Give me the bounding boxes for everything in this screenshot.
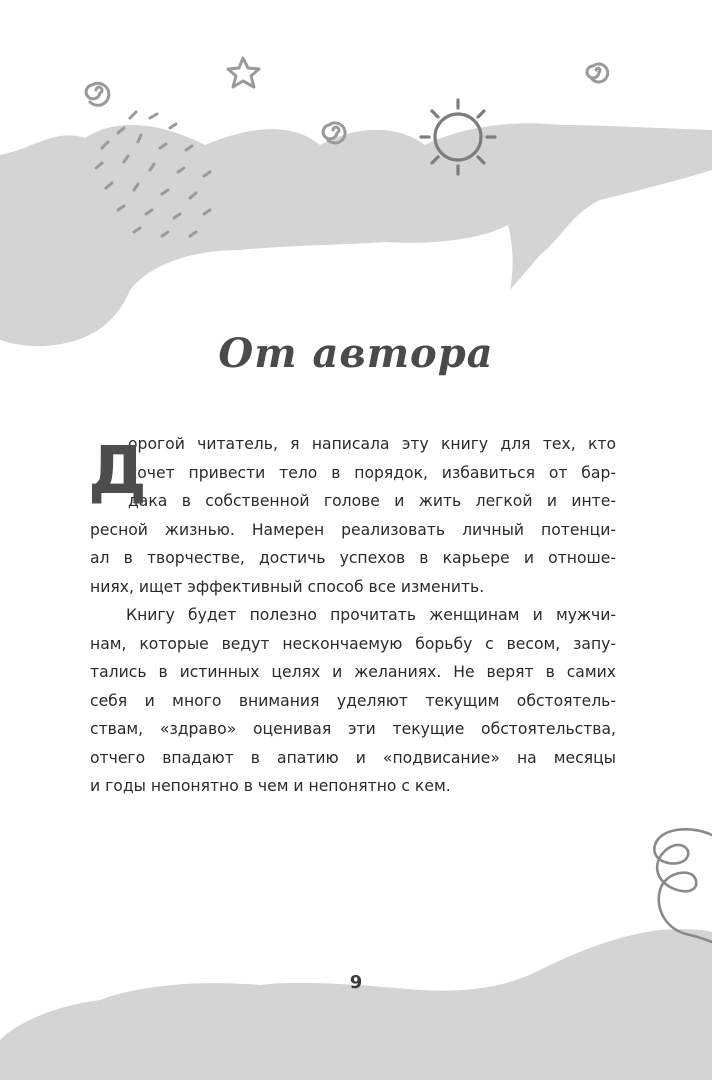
text-line: и годы непонятно в чем и непонятно с кем. [90, 777, 451, 795]
text-line: хочет привести тело в порядок, избавиться от бар- [128, 463, 616, 482]
star-icon [228, 58, 259, 87]
text-line: ствам, «здраво» оценивая эти текущие обстоятельства, [90, 720, 616, 738]
text-line: дака в собственной голове и жить легкой и инте- [128, 492, 616, 510]
text-line: тались в истинных целях и желаниях. Не верят в самих [90, 663, 616, 681]
text-line: ресной жизнью. Намерен реализовать личный потенци- [90, 520, 616, 539]
page-number: 9 [349, 972, 363, 993]
paragraph-1 [90, 430, 616, 516]
text-line: орогой читатель, я написала эту книгу для тех, кто [128, 435, 616, 453]
paragraph-2 [90, 601, 616, 801]
text-line: Книгу будет полезно прочитать женщинам и мужчи- [126, 606, 616, 624]
spiral-icon [587, 64, 608, 82]
cloud-shape [0, 929, 712, 1080]
text-line: отчего впадают в апатию и «подвисание» на месяцы [90, 748, 616, 767]
text-line: ал в творчестве, достичь успехов в карьере и отноше- [90, 549, 616, 567]
text-line: себя и много внимания уделяют текущим обстоятель- [90, 691, 616, 710]
speech-bubble-shape [0, 123, 712, 346]
page-title: От автора [218, 330, 494, 377]
body-text [90, 430, 616, 801]
drop-cap: Д [88, 432, 147, 509]
text-line: ниях, ищет эффективный способ все изменить. [90, 577, 485, 596]
spiral-icon [86, 83, 109, 105]
swirl-icon [654, 829, 712, 942]
text-line: нам, которые ведут нескончаемую борьбу с весом, запу- [90, 634, 616, 653]
